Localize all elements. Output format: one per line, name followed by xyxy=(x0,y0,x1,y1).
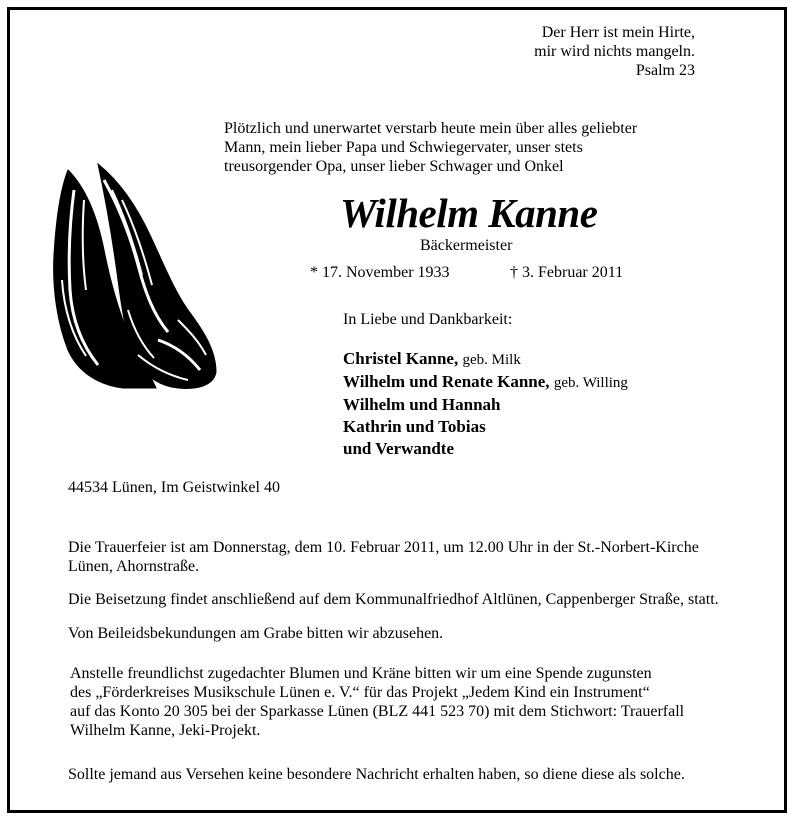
condolences-paragraph xyxy=(68,624,443,643)
closing-line: Sollte jemand aus Versehen keine besondere Nachricht erhalten haben, so diene diese als solche. xyxy=(68,766,685,783)
praying-hands-icon xyxy=(38,160,218,390)
burial-paragraph xyxy=(68,590,719,609)
verse-line: Der Herr ist mein Hirte, xyxy=(541,24,695,41)
donation-paragraph xyxy=(70,664,684,740)
psalm-verse xyxy=(395,23,695,80)
donation-line: auf das Konto 20 305 bei der Sparkasse Lünen (BLZ 441 523 70) mit dem Stichwort: Trauerfall xyxy=(70,703,685,720)
intro-line: treusorgender Opa, unser lieber Schwager und Onkel xyxy=(224,158,564,175)
condolences-line: Von Beileidsbekundungen am Grabe bitten wir abzusehen. xyxy=(68,625,444,642)
verse-source: Psalm 23 xyxy=(635,62,695,79)
intro-line: Mann, mein lieber Papa und Schwiegervater, unser stets xyxy=(224,139,583,156)
death-date: † 3. Februar 2011 xyxy=(510,264,624,281)
donation-line: Wilhelm Kanne, Jeki-Projekt. xyxy=(70,722,261,739)
birth-date: * 17. November 1933 xyxy=(310,264,450,281)
ceremony-paragraph xyxy=(68,538,699,576)
thanks-line: In Liebe und Dankbarkeit: xyxy=(343,311,513,328)
address: 44534 Lünen, Im Geistwinkel 40 xyxy=(68,479,280,496)
donation-line: Anstelle freundlichst zugedachter Blumen und Kräne bitten wir um eine Spende zugunsten xyxy=(70,665,652,682)
intro-text xyxy=(224,119,637,176)
family-member: Christel Kanne, geb. Milk xyxy=(343,349,521,368)
family-member: Wilhelm und Hannah xyxy=(343,395,501,414)
family-member: Kathrin und Tobias xyxy=(343,417,486,436)
family-list xyxy=(343,348,628,460)
family-member: Wilhelm und Renate Kanne, geb. Willing xyxy=(343,372,628,391)
family-member: und Verwandte xyxy=(343,439,455,458)
intro-line: Plötzlich und unerwartet verstarb heute mein über alles geliebter xyxy=(224,120,638,137)
deceased-profession: Bäckermeister xyxy=(420,237,513,254)
ceremony-line: Die Trauerfeier ist am Donnerstag, dem 10. Februar 2011, um 12.00 Uhr in der St.-Norbert-Kirche xyxy=(68,539,699,556)
burial-line: Die Beisetzung findet anschließend auf dem Kommunalfriedhof Altlünen, Cappenberger Straße, statt. xyxy=(68,591,719,608)
verse-line: mir wird nichts mangeln. xyxy=(534,43,695,60)
deceased-name: Wilhelm Kanne xyxy=(340,190,598,236)
closing-paragraph xyxy=(68,765,685,784)
ceremony-line: Lünen, Ahornstraße. xyxy=(68,558,200,575)
donation-line: des „Förderkreises Musikschule Lünen e. V.“ für das Projekt „Jedem Kind ein Instrument“ xyxy=(70,684,650,701)
